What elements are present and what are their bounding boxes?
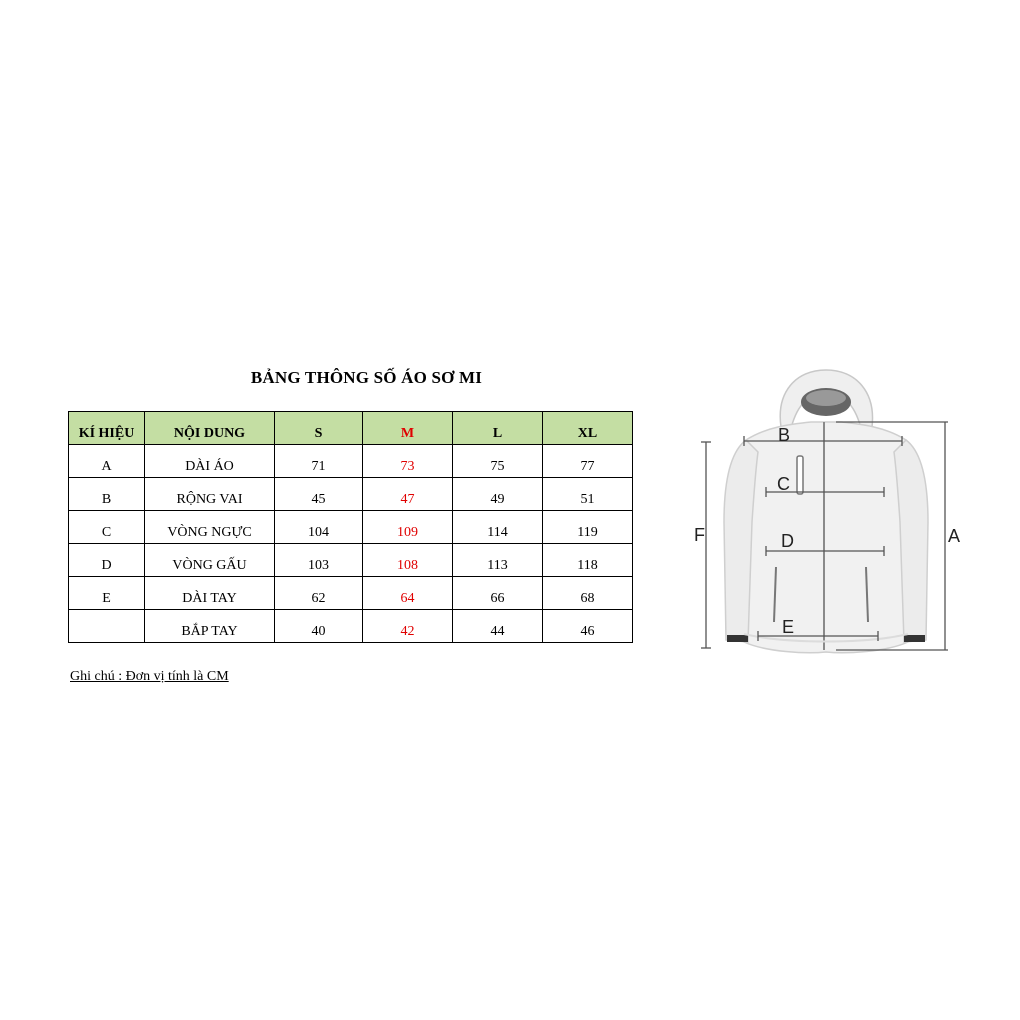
table-cell: C <box>69 511 145 544</box>
table-cell: BẮP TAY <box>145 610 275 643</box>
table-cell <box>69 610 145 643</box>
table-cell: 45 <box>275 478 363 511</box>
table-cell: E <box>69 577 145 610</box>
table-cell: 66 <box>453 577 543 610</box>
header-cell: KÍ HIỆU <box>69 412 145 445</box>
table-row <box>69 511 633 544</box>
table-cell: DÀI TAY <box>145 577 275 610</box>
table-cell: 68 <box>543 577 633 610</box>
table-cell: 40 <box>275 610 363 643</box>
table-cell: 114 <box>453 511 543 544</box>
table-cell: 42 <box>363 610 453 643</box>
jacket-illustration <box>724 370 928 653</box>
table-cell: DÀI ÁO <box>145 445 275 478</box>
header-cell: NỘI DUNG <box>145 412 275 445</box>
table-cell: 49 <box>453 478 543 511</box>
table-cell: 119 <box>543 511 633 544</box>
table-cell: 71 <box>275 445 363 478</box>
table-row <box>69 445 633 478</box>
table-row <box>69 478 633 511</box>
table-cell: B <box>69 478 145 511</box>
table-cell: 103 <box>275 544 363 577</box>
label-b: B <box>778 425 791 445</box>
table-row <box>69 610 633 643</box>
label-e: E <box>782 617 795 637</box>
jacket-measurement-diagram <box>686 352 976 682</box>
header-cell: S <box>275 412 363 445</box>
table-cell: 73 <box>363 445 453 478</box>
table-cell: VÒNG GẤU <box>145 544 275 577</box>
header-cell: XL <box>543 412 633 445</box>
table-cell: 75 <box>453 445 543 478</box>
label-c: C <box>777 474 790 494</box>
table-cell: A <box>69 445 145 478</box>
table-cell: D <box>69 544 145 577</box>
table-cell: 77 <box>543 445 633 478</box>
header-cell: M <box>363 412 453 445</box>
table-row <box>69 544 633 577</box>
table-cell: 108 <box>363 544 453 577</box>
page-title: BẢNG THÔNG SỐ ÁO SƠ MI <box>250 368 483 387</box>
table-row <box>69 577 633 610</box>
table-cell: 64 <box>363 577 453 610</box>
label-d: D <box>781 531 794 551</box>
table-cell: 62 <box>275 577 363 610</box>
table-cell: RỘNG VAI <box>145 478 275 511</box>
table-header-row <box>69 412 633 445</box>
size-table <box>68 411 633 643</box>
unit-note: Ghi chú : Đơn vị tính là CM <box>70 669 229 684</box>
header-cell: L <box>453 412 543 445</box>
table-cell: 118 <box>543 544 633 577</box>
table-cell: 47 <box>363 478 453 511</box>
table-cell: VÒNG NGỰC <box>145 511 275 544</box>
table-cell: 44 <box>453 610 543 643</box>
table-cell: 113 <box>453 544 543 577</box>
table-cell: 109 <box>363 511 453 544</box>
table-cell: 46 <box>543 610 633 643</box>
label-a: A <box>948 526 961 546</box>
table-cell: 104 <box>275 511 363 544</box>
table-cell: 51 <box>543 478 633 511</box>
label-f: F <box>694 525 705 545</box>
